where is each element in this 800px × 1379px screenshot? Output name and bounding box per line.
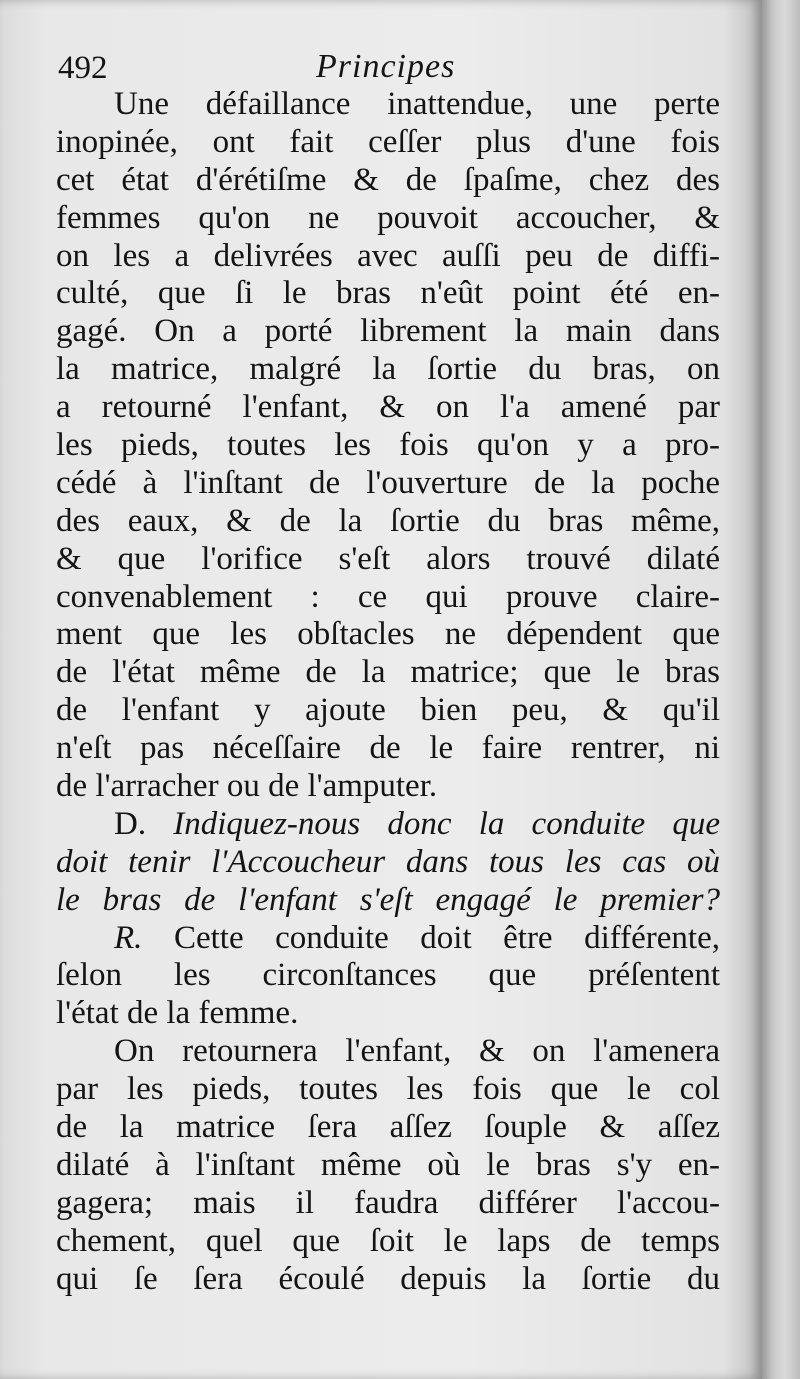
text-line: inopinée, ont fait ceſſer plus d'une fois (56, 123, 720, 160)
text-line: & que l'orifice s'eſt alors trouvé dilaté (56, 540, 720, 577)
text-line: de l'arracher ou de l'amputer. (56, 768, 438, 805)
page-number: 492 (58, 50, 108, 86)
text-line: de l'enfant y ajoute bien peu, & qu'il (56, 692, 720, 729)
running-head: Principes (316, 48, 456, 85)
text-line: on les a delivrées avec auſſi peu de diffi- (56, 237, 720, 274)
text-line: des eaux, & de la ſortie du bras même, (56, 502, 720, 539)
text-line: ment que les obſtacles ne dépendent que (56, 616, 720, 653)
text-line: Une défaillance inattendue, une perte (114, 86, 720, 122)
page-edge (762, 0, 800, 1379)
answer-line: l'état de la femme. (56, 995, 299, 1032)
text-line: culté, que ſi le bras n'eût point été en- (56, 275, 720, 312)
text-line: On retournera l'enfant, & on l'amenera (114, 1033, 720, 1070)
question-line: doit tenir l'Accoucheur dans tous les cas où (56, 843, 720, 880)
text-line: n'eſt pas néceſſaire de le faire rentrer, ni (56, 730, 720, 767)
text-line: gagera; mais il faudra différer l'accou- (56, 1184, 720, 1221)
text-line: dilaté à l'inſtant même où le bras s'y en- (56, 1146, 720, 1183)
answer-line (56, 920, 720, 958)
text-line: femmes qu'on ne pouvoit accoucher, & (56, 199, 720, 236)
text-line: cédé à l'inſtant de l'ouverture de la poche (56, 464, 720, 501)
text-line: la matrice, malgré la ſortie du bras, on (56, 351, 720, 388)
text-line: par les pieds, toutes les fois que le col (56, 1071, 720, 1108)
text-line: gagé. On a porté librement la main dans (56, 313, 720, 350)
text-line: qui ſe ſera écoulé depuis la ſortie du (56, 1260, 720, 1297)
text-line: a retourné l'enfant, & on l'a amené par (56, 389, 720, 426)
text-line: convenablement : ce qui prouve claire- (56, 578, 720, 615)
text-line: de l'état même de la matrice; que le bras (56, 654, 720, 691)
answer-label: R. (114, 919, 143, 956)
answer-text: Cette conduite doit être différente, (173, 919, 720, 956)
question-text: Indiquez-nous donc la conduite que (173, 805, 720, 842)
answer-line: ſelon les circonſtances que préſentent (56, 957, 720, 994)
question-label: D. (114, 805, 147, 842)
question-line: le bras de l'enfant s'eſt engagé le premier? (56, 881, 720, 918)
text-line: de la matrice ſera aſſez ſouple & aſſez (56, 1109, 720, 1146)
body-text (56, 86, 720, 1299)
text-line: cet état d'érétiſme & de ſpaſme, chez des (56, 161, 720, 198)
question-line (56, 806, 720, 844)
text-line: chement, quel que ſoit le laps de temps (56, 1222, 720, 1259)
text-line: les pieds, toutes les fois qu'on y a pro- (56, 427, 720, 464)
